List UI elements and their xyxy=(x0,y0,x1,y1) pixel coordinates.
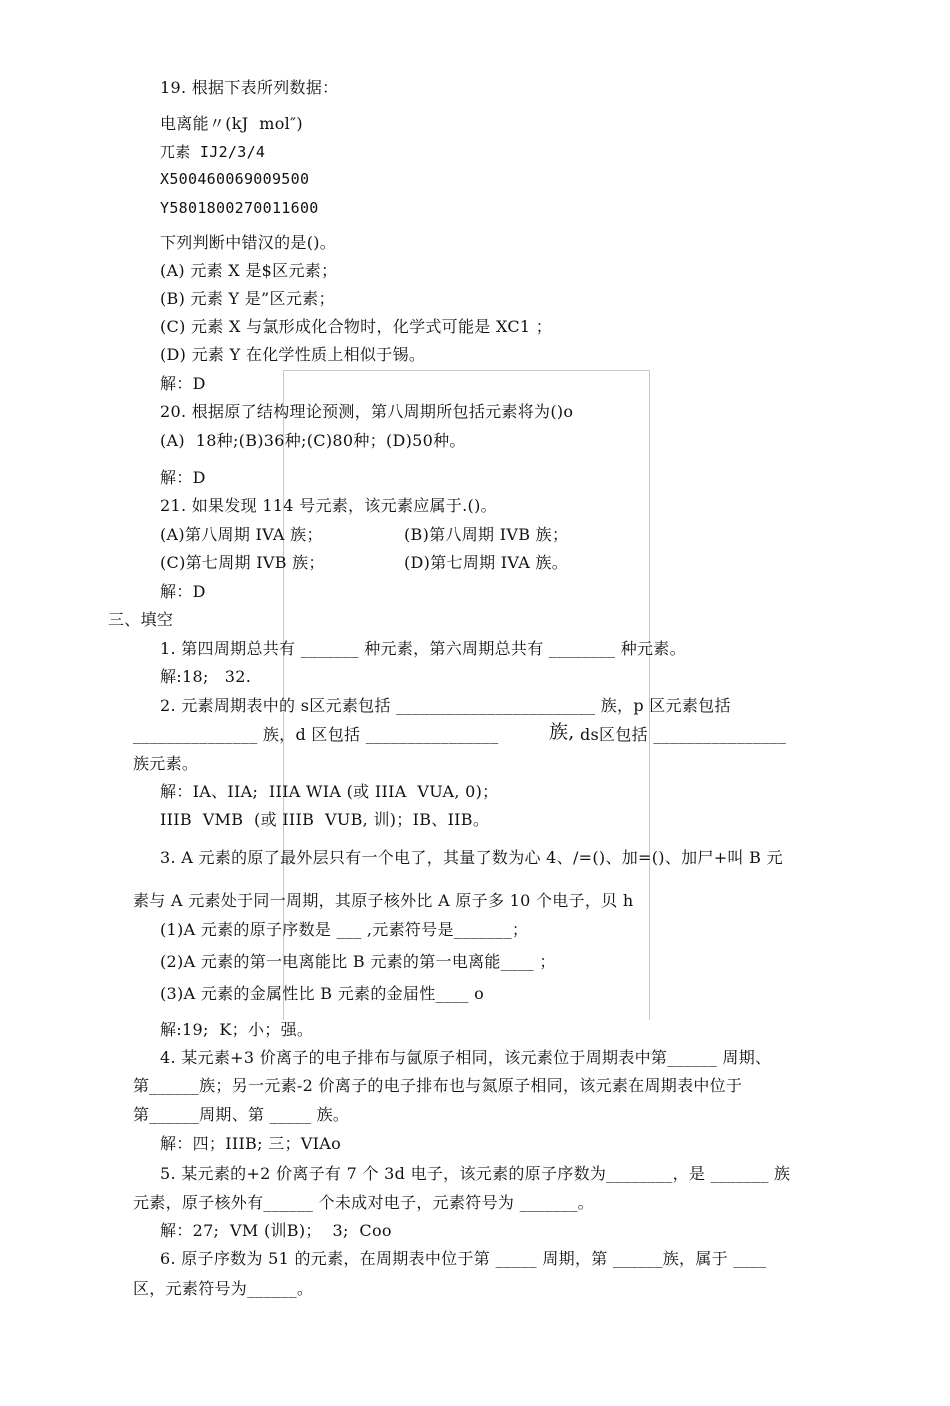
q21-stem: 21. 如果发现 114 号元素，该元素应属于.()。 xyxy=(160,496,497,515)
fill3-sub2: (2)A 元素的第一电离能比 B 元素的第一电离能____ ； xyxy=(160,952,556,971)
fill3-sub1: (1)A 元素的原子序数是 ___ ,元素符号是_______； xyxy=(160,920,529,939)
q19-option-c: (C) 元素 X 与氯形成化合物时，化学式可能是 XC1 ； xyxy=(160,317,553,336)
fill4-answer: 解：四；IIIB; 三；VIAo xyxy=(160,1134,342,1153)
fill2-line2a: _______________ 族，d 区包括 ________________ xyxy=(133,725,499,744)
fill5-line2: 元素，原子核外有______ 个未成对电子，元素符号为 _______。 xyxy=(133,1193,594,1212)
q19-table-title: 电离能〃(kJ mol″) xyxy=(160,114,303,133)
q21-option-c: (C)第七周期 IVB 族； xyxy=(160,553,325,572)
q21-option-a: (A)第八周期 IVA 族； xyxy=(160,525,323,544)
fill3-answer: 解:19; K；小；强。 xyxy=(160,1020,314,1039)
fill3-line1: 3. A 元素的原了最外层只有一个电了，其量了数为心 4、/=()、加=()、加尸+叫 B 元 xyxy=(160,848,783,867)
q19-option-a: (A) 元素 X 是$区元素； xyxy=(160,261,338,280)
q21-answer: 解：D xyxy=(160,582,206,601)
fill1-answer: 解:18; 32. xyxy=(160,667,252,686)
q19-table-header: 兀素 IJ2/3/4 xyxy=(160,143,266,161)
q19-option-b: (B) 元素 Y 是”区元素； xyxy=(160,289,335,308)
fill5-line1: 5. 某元素的+2 价离子有 7 个 3d 电子，该元素的原子序数为________，是 _______ 族 xyxy=(160,1164,791,1183)
q19-stem: 19. 根据下表所列数据： xyxy=(160,78,339,97)
fill2-answer2: IIIB VMB (或 IIIB VUB, 训)；IB、IIB。 xyxy=(160,810,490,829)
q20-stem: 20. 根据原了结构理论预测，第八周期所包括元素将为()o xyxy=(160,402,574,421)
fill2-line2c: ds区包括 ________________ xyxy=(580,725,787,744)
fill6-line2: 区，元素符号为______。 xyxy=(133,1279,314,1298)
fill4-line3: 第______周期、第 _____ 族。 xyxy=(133,1105,350,1124)
q21-option-d: (D)第七周期 IVA 族。 xyxy=(404,553,569,572)
q19-answer: 解：D xyxy=(160,374,206,393)
fill3-sub3: (3)A 元素的金属性比 B 元素的金届性____ o xyxy=(160,984,485,1003)
fill2-line3: 族元素。 xyxy=(133,754,199,773)
q19-row-y: Y5801800270011600 xyxy=(160,199,319,217)
fill4-line2: 第______族；另一元素-2 价离子的电子排布也与氮原子相同，该元素在周期表中位于 xyxy=(133,1076,743,1095)
fill1-text: 1. 第四周期总共有 _______ 种元素，第六周期总共有 ________ 种元素。 xyxy=(160,639,686,658)
q19-option-d: (D) 元素 Y 在化学性质上相似于锡。 xyxy=(160,345,426,364)
q20-answer: 解：D xyxy=(160,468,206,487)
fill2-line2b: 族, xyxy=(549,721,575,743)
q19-row-x: X500460069009500 xyxy=(160,170,310,188)
section-heading: 三、填空 xyxy=(108,610,174,629)
fill2-answer1: 解：IA、IIA; IIIA WIA (或 IIIA VUA, 0)； xyxy=(160,782,499,801)
q20-options: (A) 18种;(B)36种;(C)80种；(D)50种。 xyxy=(160,431,466,450)
fill4-line1: 4. 某元素+3 价离子的电子排布与氤原子相同，该元素位于周期表中第______ 周期、 xyxy=(160,1048,772,1067)
q19-question: 下列判断中错汉的是()。 xyxy=(160,233,337,252)
fill3-line2: 素与 A 元素处于同一周期，其原子核外比 A 原子多 10 个电子，贝 h xyxy=(133,891,634,910)
fill2-line1: 2. 元素周期表中的 s区元素包括 ________________________ 族，p 区元素包括 xyxy=(160,696,731,715)
q21-option-b: (B)第八周期 IVB 族； xyxy=(404,525,569,544)
fill5-answer: 解：27; VM (训B)； 3; Coo xyxy=(160,1221,392,1240)
fill6-line1: 6. 原子序数为 51 的元素，在周期表中位于第 _____ 周期，第 ______族，属于 ____ xyxy=(160,1249,767,1268)
